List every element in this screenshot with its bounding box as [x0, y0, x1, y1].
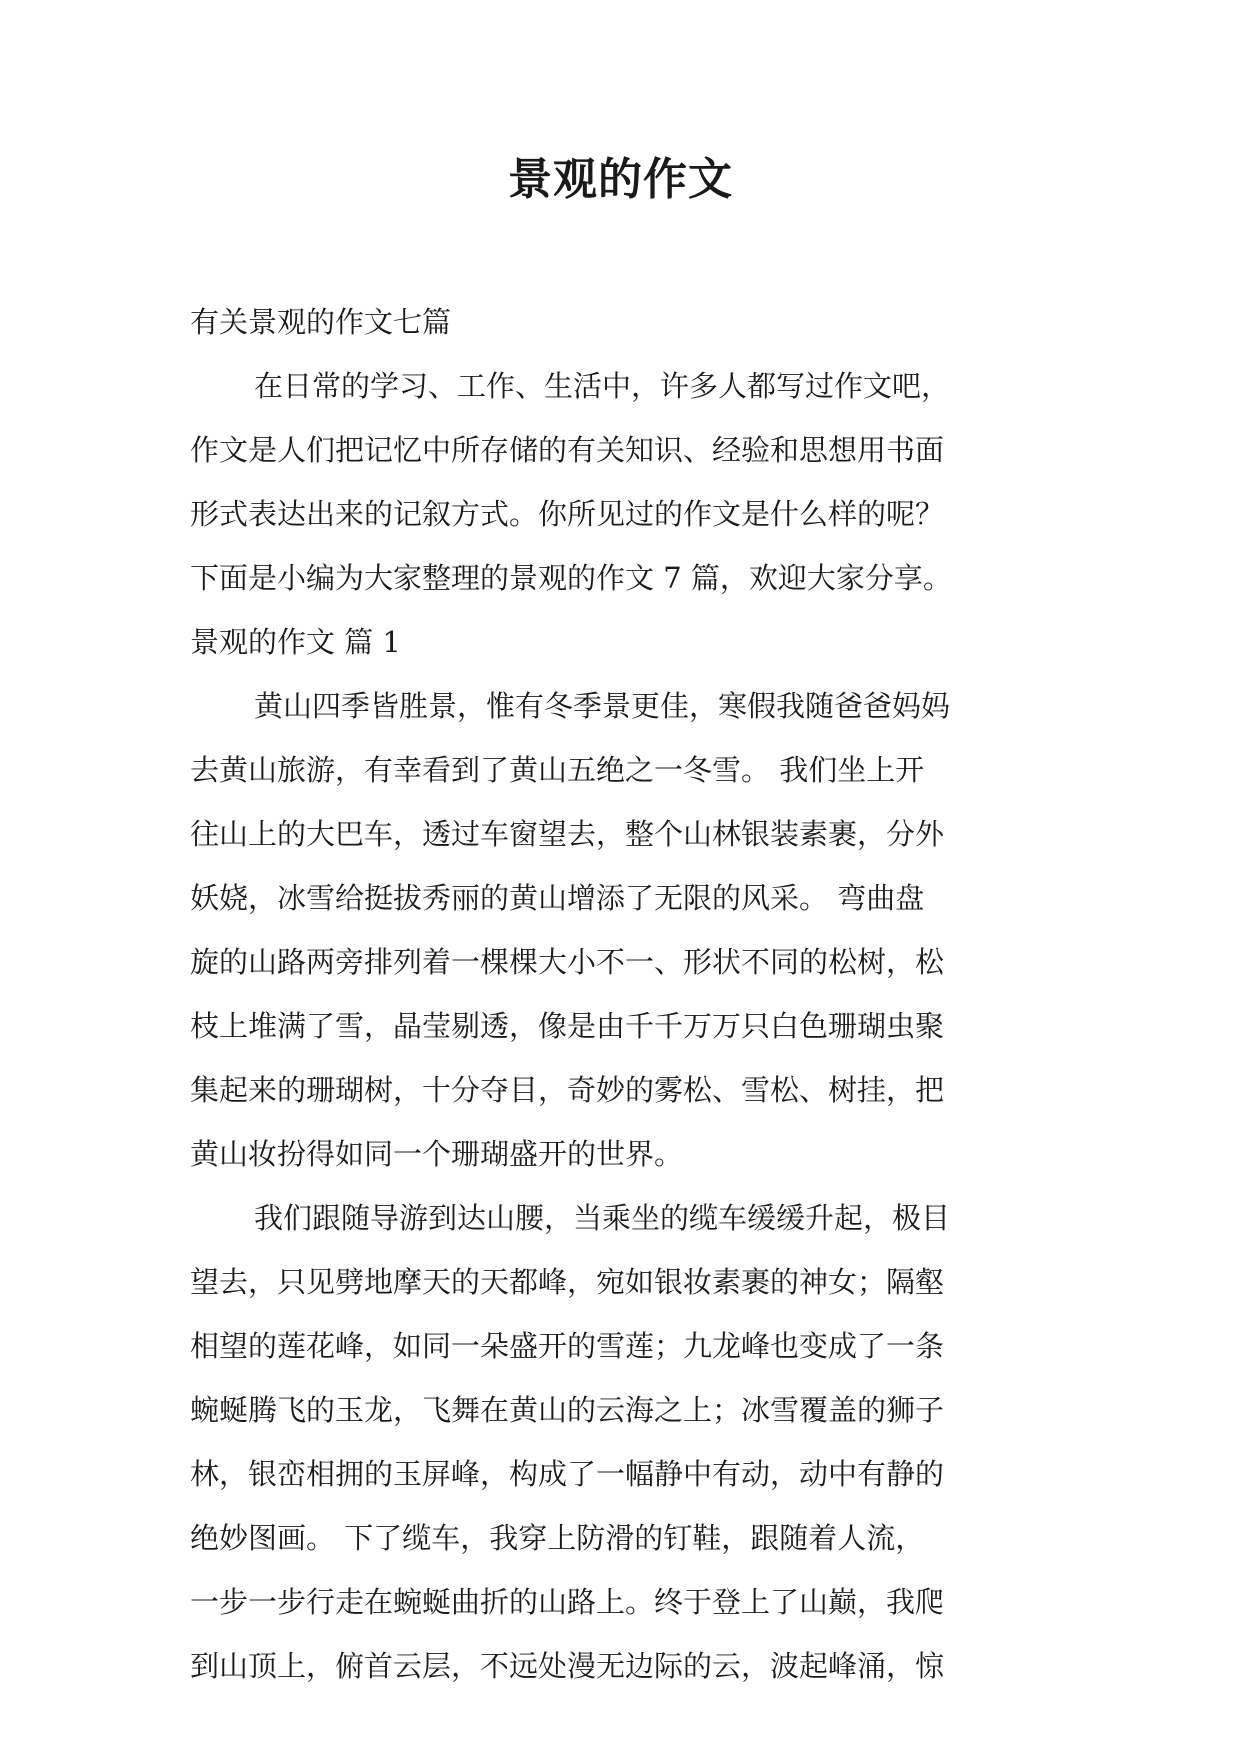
document-body — [190, 290, 1070, 1698]
intro-line: 在日常的学习、工作、生活中，许多人都写过作文吧， — [254, 369, 951, 403]
section-heading: 景观的作文 篇 1 — [190, 625, 401, 659]
paragraph-line: 黄山妆扮得如同一个珊瑚盛开的世界。 — [190, 1137, 684, 1171]
intro-line: 作文是人们把记忆中所存储的有关知识、经验和思想用书面 — [190, 433, 945, 467]
paragraph-line: 往山上的大巴车，透过车窗望去，整个山林银装素裹，分外 — [190, 817, 945, 851]
paragraph-line: 旋的山路两旁排列着一棵棵大小不一、形状不同的松树，松 — [190, 945, 945, 979]
paragraph-line: 去黄山旅游，有幸看到了黄山五绝之一冬雪。 我们坐上开 — [190, 753, 925, 787]
document-title: 景观的作文 — [508, 154, 733, 205]
paragraph-line: 枝上堆满了雪，晶莹剔透，像是由千千万万只白色珊瑚虫聚 — [190, 1009, 945, 1043]
paragraph-line: 集起来的珊瑚树，十分夺目，奇妙的雾松、雪松、树挂，把 — [190, 1073, 945, 1107]
paragraph-line: 望去，只见劈地摩天的天都峰，宛如银妆素裹的神女；隔壑 — [190, 1265, 945, 1299]
paragraph-line: 黄山四季皆胜景，惟有冬季景更佳，寒假我随爸爸妈妈 — [254, 689, 951, 723]
paragraph-line: 一步一步行走在蜿蜒曲折的山路上。终于登上了山巅，我爬 — [190, 1585, 945, 1619]
intro-line: 形式表达出来的记叙方式。你所见过的作文是什么样的呢？ — [190, 497, 945, 531]
document-subtitle: 有关景观的作文七篇 — [190, 305, 452, 339]
paragraph-line: 妖娆，冰雪给挺拔秀丽的黄山增添了无限的风采。 弯曲盘 — [190, 881, 925, 915]
paragraph-line: 绝妙图画。 下了缆车，我穿上防滑的钉鞋，跟随着人流， — [190, 1521, 925, 1555]
paragraph-line: 相望的莲花峰，如同一朵盛开的雪莲；九龙峰也变成了一条 — [190, 1329, 945, 1363]
intro-line: 下面是小编为大家整理的景观的作文 7 篇，欢迎大家分享。 — [190, 561, 952, 595]
paragraph-line: 林，银峦相拥的玉屏峰，构成了一幅静中有动，动中有静的 — [190, 1457, 945, 1491]
paragraph-line: 蜿蜒腾飞的玉龙，飞舞在黄山的云海之上；冰雪覆盖的狮子 — [190, 1393, 945, 1427]
paragraph-line: 到山顶上，俯首云层，不远处漫无边际的云，波起峰涌，惊 — [190, 1649, 945, 1683]
paragraph-line: 我们跟随导游到达山腰，当乘坐的缆车缓缓升起，极目 — [254, 1201, 951, 1235]
